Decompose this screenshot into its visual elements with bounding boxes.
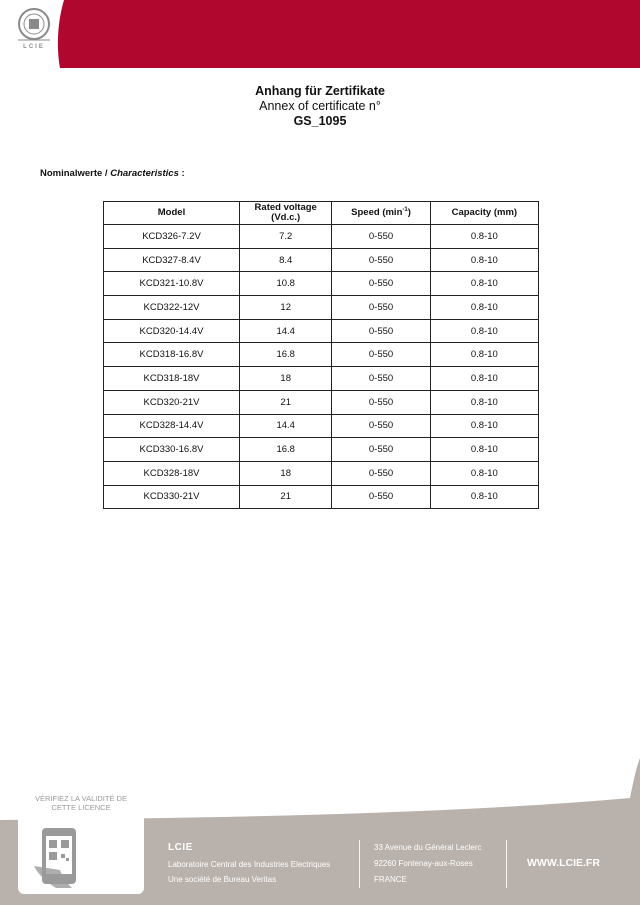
lcie-logo <box>10 6 58 56</box>
cell-model: KCD321-10.8V <box>104 272 240 296</box>
footer-address-city: 92260 Fontenay-aux-Roses <box>374 859 473 868</box>
cell-voltage: 10.8 <box>240 272 332 296</box>
header-speed-text: Speed (min <box>351 207 403 218</box>
verify-line1: VÉRIFIEZ LA VALIDITÉ DE <box>35 794 127 803</box>
cell-voltage: 18 <box>240 461 332 485</box>
section-label-suffix: : <box>178 168 185 179</box>
cell-model: KCD327-8.4V <box>104 248 240 272</box>
table-row <box>104 414 539 438</box>
cell-speed: 0-550 <box>332 485 430 509</box>
cell-model: KCD320-14.4V <box>104 319 240 343</box>
footer-address-country: FRANCE <box>374 875 407 884</box>
section-label <box>40 168 185 179</box>
footer-divider <box>359 840 360 888</box>
certificate-number: GS_1095 <box>293 114 347 128</box>
cell-model: KCD330-21V <box>104 485 240 509</box>
cell-voltage: 8.4 <box>240 248 332 272</box>
cell-speed: 0-550 <box>332 438 430 462</box>
title-german: Anhang für Zertifikate <box>255 84 385 98</box>
verify-line2: CETTE LICENCE <box>51 803 111 812</box>
cell-capacity: 0.8-10 <box>430 319 538 343</box>
cell-speed: 0-550 <box>332 272 430 296</box>
verify-licence-box[interactable] <box>18 782 144 894</box>
cell-capacity: 0.8-10 <box>430 390 538 414</box>
cell-speed: 0-550 <box>332 343 430 367</box>
header-voltage-line1: Rated voltage <box>254 202 317 213</box>
verify-licence-text <box>18 794 144 812</box>
header-band <box>0 0 640 68</box>
header-capacity: Capacity (mm) <box>430 202 538 225</box>
table-row <box>104 296 539 320</box>
table-row <box>104 367 539 391</box>
header-speed <box>332 202 430 225</box>
phone-qr-icon <box>32 826 92 890</box>
section-label-de: Nominalwerte / <box>40 168 111 179</box>
cell-capacity: 0.8-10 <box>430 414 538 438</box>
table-row <box>104 272 539 296</box>
logo-text: LCIE <box>23 44 45 50</box>
cell-voltage: 16.8 <box>240 438 332 462</box>
table-row <box>104 438 539 462</box>
table-row <box>104 390 539 414</box>
table-row <box>104 225 539 249</box>
cell-capacity: 0.8-10 <box>430 438 538 462</box>
header-speed-sup: -1 <box>402 206 408 213</box>
cell-capacity: 0.8-10 <box>430 225 538 249</box>
header-voltage-line2: (Vd.c.) <box>271 212 301 223</box>
cell-speed: 0-550 <box>332 461 430 485</box>
header-model: Model <box>104 202 240 225</box>
table-header-row <box>104 202 539 225</box>
cell-capacity: 0.8-10 <box>430 367 538 391</box>
cell-model: KCD328-14.4V <box>104 414 240 438</box>
table-row <box>104 343 539 367</box>
table-row <box>104 485 539 509</box>
cell-model: KCD330-16.8V <box>104 438 240 462</box>
header-voltage <box>240 202 332 225</box>
cell-voltage: 7.2 <box>240 225 332 249</box>
cell-voltage: 16.8 <box>240 343 332 367</box>
table-row <box>104 248 539 272</box>
cell-capacity: 0.8-10 <box>430 461 538 485</box>
cell-capacity: 0.8-10 <box>430 248 538 272</box>
cell-speed: 0-550 <box>332 296 430 320</box>
cell-voltage: 21 <box>240 485 332 509</box>
cell-speed: 0-550 <box>332 225 430 249</box>
cell-model: KCD318-16.8V <box>104 343 240 367</box>
header-background <box>0 0 640 68</box>
footer-company: LCIE <box>168 842 193 853</box>
title-english: Annex of certificate n° <box>259 99 381 113</box>
footer-band <box>0 758 640 905</box>
cell-model: KCD326-7.2V <box>104 225 240 249</box>
cell-voltage: 14.4 <box>240 319 332 343</box>
cell-model: KCD318-18V <box>104 367 240 391</box>
table-row <box>104 319 539 343</box>
cell-model: KCD328-18V <box>104 461 240 485</box>
cell-capacity: 0.8-10 <box>430 272 538 296</box>
cell-model: KCD320-21V <box>104 390 240 414</box>
cell-speed: 0-550 <box>332 319 430 343</box>
characteristics-table <box>103 201 539 509</box>
footer-address-street: 33 Avenue du Général Leclerc <box>374 843 482 852</box>
cell-voltage: 14.4 <box>240 414 332 438</box>
cell-voltage: 21 <box>240 390 332 414</box>
cell-speed: 0-550 <box>332 390 430 414</box>
cell-speed: 0-550 <box>332 248 430 272</box>
cell-capacity: 0.8-10 <box>430 485 538 509</box>
table-row <box>104 461 539 485</box>
section-label-en: Characteristics <box>110 168 179 179</box>
cell-speed: 0-550 <box>332 367 430 391</box>
cell-capacity: 0.8-10 <box>430 296 538 320</box>
title-block <box>0 84 640 129</box>
footer-lab-name: Laboratoire Central des Industries Electriques <box>168 860 331 869</box>
cell-voltage: 12 <box>240 296 332 320</box>
cell-speed: 0-550 <box>332 414 430 438</box>
footer-divider <box>506 840 507 888</box>
footer-website-link[interactable]: WWW.LCIE.FR <box>527 857 600 869</box>
footer-subsidiary: Une société de Bureau Veritas <box>168 875 277 884</box>
cell-model: KCD322-12V <box>104 296 240 320</box>
bureau-veritas-seal-icon <box>10 6 58 46</box>
header-speed-close: ) <box>407 207 411 218</box>
cell-capacity: 0.8-10 <box>430 343 538 367</box>
cell-voltage: 18 <box>240 367 332 391</box>
